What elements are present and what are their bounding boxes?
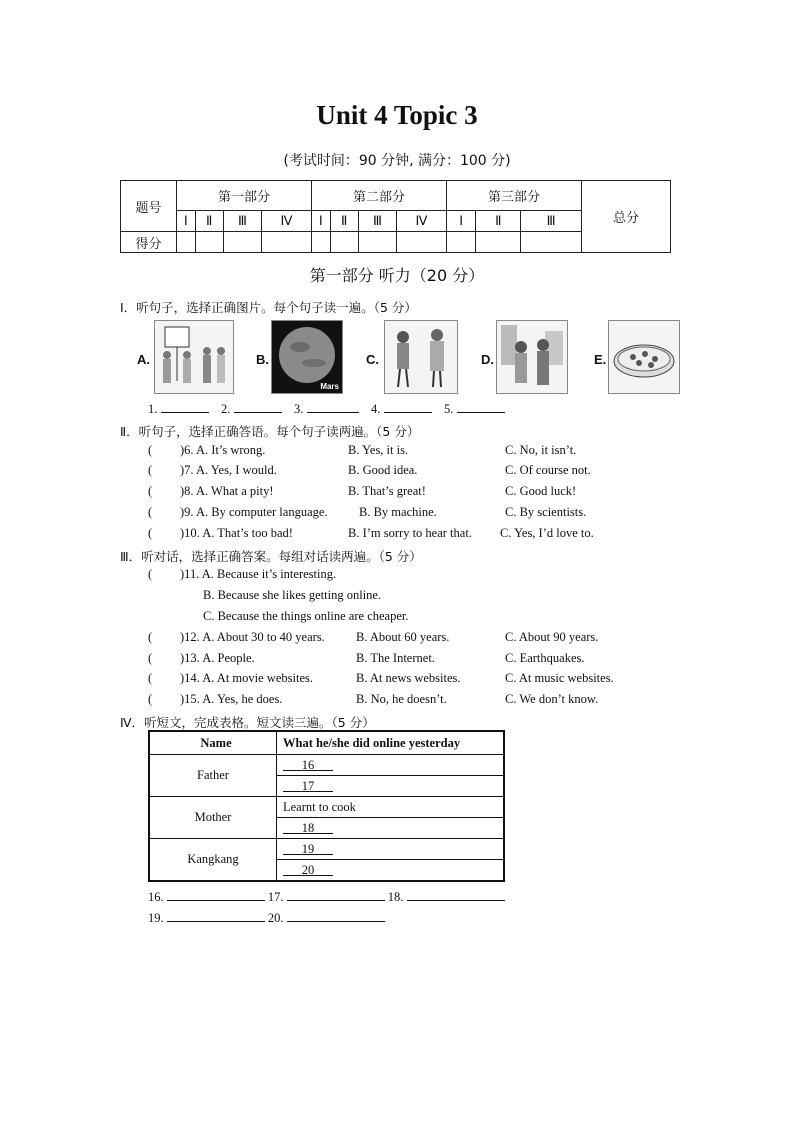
question-option-b: B. Good idea. (348, 463, 418, 477)
mars-caption: Mars (320, 382, 339, 391)
question-paren[interactable]: ( (148, 484, 153, 498)
two-people-talking-picture-icon (384, 320, 458, 394)
answer-blank[interactable] (307, 401, 359, 413)
pizza-picture-icon (608, 320, 680, 394)
col-header: Ⅱ (195, 211, 223, 232)
question-option-c: C. Of course not. (505, 463, 591, 477)
answer-label: 5. (444, 402, 454, 416)
page-title: Unit 4 Topic 3 (316, 100, 478, 130)
question-option-c: C. Yes, I’d love to. (500, 526, 594, 540)
col-header: Ⅲ (223, 211, 261, 232)
answer-label: 2. (221, 402, 231, 416)
section-3-heading: Ⅲ．听对话，选择正确答案。每组对话读两遍。（5 分） (120, 549, 422, 564)
score-cell[interactable] (476, 232, 521, 253)
answer-label: 20. (267, 911, 284, 925)
mother-activity: Learnt to cook (277, 797, 505, 818)
question-paren[interactable]: ( (148, 671, 153, 685)
question-option-c: C. By scientists. (505, 505, 587, 519)
picture-label-c: C. (366, 352, 379, 367)
section-1-heading: Ⅰ．听句子，选择正确图片。每个句子读一遍。（5 分） (120, 300, 417, 315)
question-option-b: B. By machine. (359, 505, 437, 519)
picture-label-b: B. (256, 352, 269, 367)
question-paren[interactable]: ( (148, 692, 153, 706)
answer-label: 18. (387, 890, 404, 904)
question-option-c: C. Earthquakes. (505, 651, 585, 665)
score-cell[interactable] (195, 232, 223, 253)
score-cell[interactable] (311, 232, 330, 253)
section-2-heading: Ⅱ．听句子，选择正确答语。每个句子读两遍。（5 分） (120, 424, 420, 439)
answer-blank[interactable] (167, 889, 265, 901)
col-header: Ⅲ (358, 211, 396, 232)
answer-blank[interactable] (167, 910, 265, 922)
question-option-c: C. About 90 years. (505, 630, 599, 644)
col-header: Ⅰ (311, 211, 330, 232)
col-header: Ⅳ (397, 211, 447, 232)
answer-label: 19. (148, 911, 164, 925)
score-cell[interactable] (223, 232, 261, 253)
question-11-option-b: B. Because she likes getting online. (203, 588, 382, 602)
blank-16[interactable]: 16 (301, 757, 315, 772)
blank-17[interactable]: 17 (301, 778, 315, 793)
name-column-header: Name (149, 731, 277, 755)
section-4-answers-row-2 (148, 910, 385, 926)
section-4-answers-row-1 (148, 889, 505, 905)
answer-label: 3. (294, 402, 304, 416)
mother-name: Mother (149, 797, 277, 839)
part1-header: 第一部分 (177, 181, 312, 211)
blank-18[interactable]: 18 (301, 820, 315, 835)
answer-blank[interactable] (407, 889, 505, 901)
part3-header: 第三部分 (446, 181, 581, 211)
people-at-sign-picture-icon (154, 320, 234, 394)
question-option-b: B. No, he doesn’t. (356, 692, 447, 706)
question-option-b: B. Yes, it is. (348, 443, 409, 457)
question-option-a: )6. A. It’s wrong. (180, 443, 266, 457)
activity-column-header: What he/she did online yesterday (277, 731, 505, 755)
question-option-b: B. The Internet. (356, 651, 435, 665)
question-paren[interactable]: ( (148, 505, 153, 519)
score-label: 得分 (121, 232, 177, 253)
blank-20[interactable]: 20 (301, 862, 315, 877)
col-header: Ⅰ (446, 211, 475, 232)
score-cell[interactable] (521, 232, 582, 253)
answer-label: 4. (371, 402, 381, 416)
question-option-a: )15. A. Yes, he does. (180, 692, 283, 706)
col-header: Ⅲ (521, 211, 582, 232)
question-option-a: )10. A. That’s too bad! (180, 526, 293, 540)
mars-planet-picture-icon (271, 320, 343, 394)
question-paren[interactable]: ( (148, 443, 153, 457)
score-cell[interactable] (358, 232, 396, 253)
score-cell[interactable] (177, 232, 196, 253)
score-cell[interactable] (446, 232, 475, 253)
answer-blank[interactable] (287, 910, 385, 922)
score-table (120, 180, 671, 253)
kangkang-name: Kangkang (149, 839, 277, 882)
question-option-b: B. That’s great! (348, 484, 426, 498)
question-option-b: B. At news websites. (356, 671, 461, 685)
score-cell[interactable] (397, 232, 447, 253)
section-title: 第一部分 听力（20 分） (309, 266, 485, 285)
question-paren[interactable]: ( (148, 567, 153, 581)
question-option-b: B. About 60 years. (356, 630, 450, 644)
picture-label-d: D. (481, 352, 494, 367)
question-option-c: C. No, it isn’t. (505, 443, 577, 457)
section-4-heading: Ⅳ．听短文，完成表格。短文读三遍。（5 分） (120, 715, 375, 730)
question-option-a: )12. A. About 30 to 40 years. (180, 630, 325, 644)
question-paren[interactable]: ( (148, 463, 153, 477)
question-option-b: B. I’m sorry to hear that. (348, 526, 472, 540)
total-header: 总分 (582, 181, 671, 253)
picture-label-e: E. (594, 352, 607, 367)
question-number-label: 题号 (121, 181, 177, 232)
question-option-c: C. At music websites. (505, 671, 614, 685)
answer-label: 1. (148, 402, 158, 416)
col-header: Ⅳ (262, 211, 312, 232)
answer-label: 17. (267, 890, 284, 904)
question-option-a: )9. A. By computer language. (180, 505, 328, 519)
answer-blank[interactable] (161, 401, 209, 413)
question-option-a: )13. A. People. (180, 651, 255, 665)
picture-label-a: A. (137, 352, 150, 367)
col-header: Ⅱ (330, 211, 358, 232)
question-option-c: C. Good luck! (505, 484, 577, 498)
question-option-a: )14. A. At movie websites. (180, 671, 313, 685)
col-header: Ⅰ (177, 211, 196, 232)
answer-blank[interactable] (234, 401, 282, 413)
answer-blank[interactable] (287, 889, 385, 901)
score-cell[interactable] (330, 232, 358, 253)
question-option-a: )7. A. Yes, I would. (180, 463, 277, 477)
answer-blank[interactable] (384, 401, 432, 413)
answer-blank[interactable] (457, 401, 505, 413)
blank-19[interactable]: 19 (301, 841, 315, 856)
question-11-option-a: )11. A. Because it’s interesting. (180, 567, 337, 581)
question-paren[interactable]: ( (148, 630, 153, 644)
exam-info: (考试时间：90 分钟, 满分：100 分) (283, 153, 511, 169)
section-1-answers (148, 401, 505, 417)
father-name: Father (149, 755, 277, 797)
question-11-option-c: C. Because the things online are cheaper. (203, 609, 409, 623)
question-paren[interactable]: ( (148, 651, 153, 665)
man-woman-city-picture-icon (496, 320, 568, 394)
answer-label: 16. (148, 890, 164, 904)
col-header: Ⅱ (476, 211, 521, 232)
question-option-c: C. We don’t know. (505, 692, 599, 706)
activity-table (148, 730, 505, 882)
score-cell[interactable] (262, 232, 312, 253)
part2-header: 第二部分 (311, 181, 446, 211)
question-paren[interactable]: ( (148, 526, 153, 540)
question-option-a: )8. A. What a pity! (180, 484, 274, 498)
